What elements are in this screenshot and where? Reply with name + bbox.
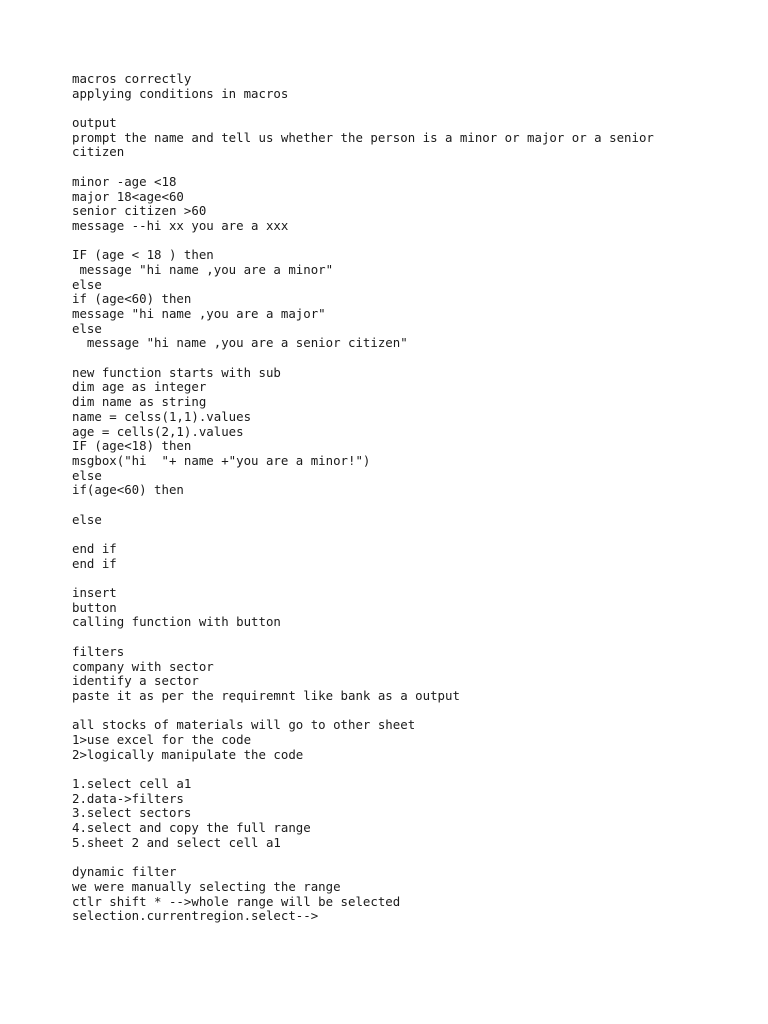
text-line: 2>logically manipulate the code xyxy=(72,746,304,762)
blank-line xyxy=(72,351,712,366)
text-line: end if xyxy=(72,541,117,556)
text-line: we were manually selecting the range xyxy=(72,878,341,894)
blank-line xyxy=(72,850,712,865)
text-line: all stocks of materials will go to other sheet xyxy=(72,717,416,733)
text-line: macros correctly xyxy=(72,71,192,86)
text-line: selection.currentregion.select--> xyxy=(72,908,319,924)
blank-line xyxy=(72,160,712,175)
text-line: end if xyxy=(72,555,117,571)
text-line: dim age as integer xyxy=(72,379,207,395)
document-page xyxy=(72,72,712,924)
blank-line xyxy=(72,704,712,719)
blank-line xyxy=(72,762,712,777)
text-line: message "hi name ,you are a minor" xyxy=(72,261,334,277)
text-line: age = cells(2,1).values xyxy=(72,423,244,439)
blank-line xyxy=(72,527,712,542)
text-line: 1>use excel for the code xyxy=(72,731,252,747)
text-line: dynamic filter xyxy=(72,864,177,880)
text-line: company with sector xyxy=(72,658,214,674)
text-line: minor -age <18 xyxy=(72,173,177,189)
text-line: IF (age<18) then xyxy=(72,438,192,454)
text-line: major 18<age<60 xyxy=(72,188,184,204)
text-line: calling function with button xyxy=(72,614,281,630)
text-line: message --hi xx you are a xxx xyxy=(72,217,289,233)
text-line: button xyxy=(72,599,117,615)
text-line: dim name as string xyxy=(72,394,207,410)
blank-line xyxy=(72,630,712,645)
text-line: 5.sheet 2 and select cell a1 xyxy=(72,834,281,850)
blank-line xyxy=(72,101,712,116)
text-line: else xyxy=(72,467,102,483)
text-line: 2.data->filters xyxy=(72,790,184,806)
text-line: if(age<60) then xyxy=(72,482,184,498)
text-line: paste it as per the requiremnt like bank as a output xyxy=(72,687,460,703)
blank-line xyxy=(72,234,712,249)
text-line: else xyxy=(72,511,102,527)
text-line: msgbox("hi "+ name +"you are a minor!") xyxy=(72,452,371,468)
text-line: message "hi name ,you are a major" xyxy=(72,306,326,321)
text-line: else xyxy=(72,320,102,336)
text-line: IF (age < 18 ) then xyxy=(72,247,214,263)
text-line: ctlr shift * -->whole range will be selected xyxy=(72,893,401,909)
text-line: 1.select cell a1 xyxy=(72,776,192,791)
text-line: message "hi name ,you are a senior citizen" xyxy=(72,335,408,351)
text-line: 4.select and copy the full range xyxy=(72,820,311,836)
text-line: output xyxy=(72,115,117,131)
text-line: applying conditions in macros xyxy=(72,85,289,101)
text-line: insert xyxy=(72,585,117,601)
text-line: if (age<60) then xyxy=(72,291,192,307)
text-line: name = celss(1,1).values xyxy=(72,408,252,424)
text-line: else xyxy=(72,276,102,292)
blank-line xyxy=(72,571,712,586)
document-body xyxy=(72,72,712,924)
text-line: new function starts with sub xyxy=(72,364,281,380)
text-line: 3.select sectors xyxy=(72,805,192,821)
text-line: senior citizen >60 xyxy=(72,203,207,219)
text-line: citizen xyxy=(72,144,125,160)
text-line: prompt the name and tell us whether the person is a minor or major or a senior xyxy=(72,129,654,145)
text-line: filters xyxy=(72,643,125,659)
blank-line xyxy=(72,498,712,513)
text-line: identify a sector xyxy=(72,673,199,689)
